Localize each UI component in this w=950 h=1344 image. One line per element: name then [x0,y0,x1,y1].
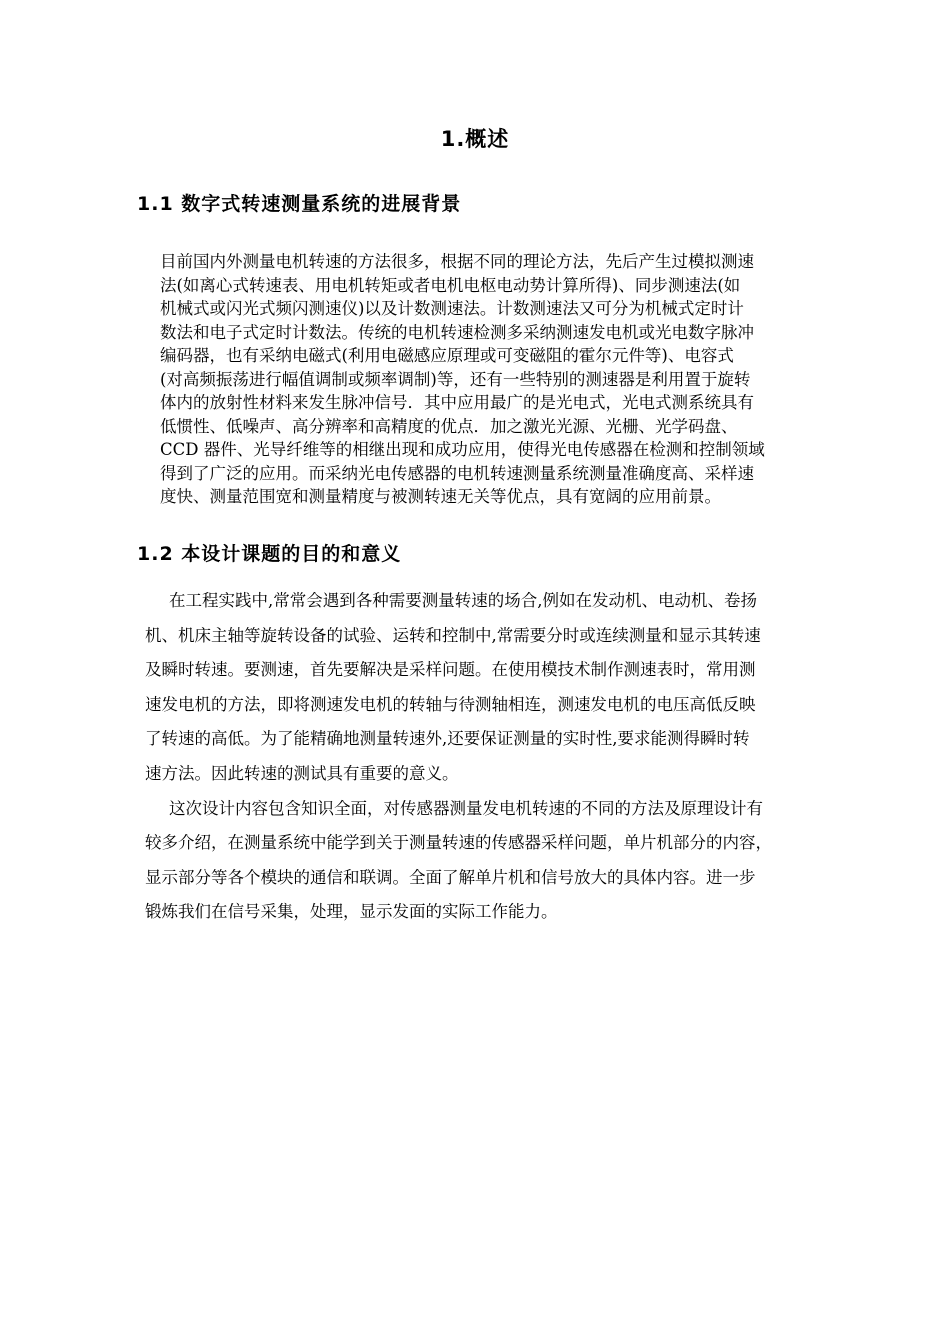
paragraph-line: 目前国内外测量电机转速的方法很多，根据不同的理论方法，先后产生过模拟测速 [160,252,754,271]
paragraph-line: 编码器，也有采纳电磁式(利用电磁感应原理或可变磁阻的霍尔元件等)、电容式 [160,346,734,365]
paragraph-line: 法(如离心式转速表、用电机转矩或者电机电枢电动势计算所得)、同步测速法(如 [160,275,741,295]
paragraph-line: 机械式或闪光式频闪测速仪)以及计数测速法。计数测速法又可分为机械式定时计 [160,299,744,318]
section-1-1-paragraph [160,250,880,509]
section-title-1-1: 1.1 数字式转速测量系统的进展背景 [137,193,462,215]
paragraph-line: CCD 器件、光导纤维等的相继出现和成功应用，使得光电传感器在检测和控制领域 [160,440,765,459]
paragraph-line: 在工程实践中,常常会遇到各种需要测量转速的场合,例如在发动机、电动机、卷扬 [169,591,757,610]
paragraph-line: 数法和电子式定时计数法。传统的电机转速检测多采纳测速发电机或光电数字脉冲 [160,322,754,342]
paragraph-line: 机、机床主轴等旋转设备的试验、运转和控制中,常需要分时或连续测量和显示其转速 [145,625,761,645]
paragraph-line: 度快、测量范围宽和测量精度与被测转速无关等优点，具有宽阔的应用前景。 [160,487,721,506]
paragraph-line: 得到了广泛的应用。而采纳光电传感器的电机转速测量系统测量准确度高、采样速 [160,463,754,483]
paragraph-line: 这次设计内容包含知识全面，对传感器测量发电机转速的不同的方法及原理设计有 [169,798,763,818]
paragraph-line: 了转速的高低。为了能精确地测量转速外,还要保证测量的实时性,要求能测得瞬时转 [145,729,750,749]
section-title-1-2: 1.2 本设计课题的目的和意义 [137,543,402,565]
paragraph-line: 体内的放射性材料来发生脉冲信号．其中应用最广的是光电式，光电式测系统具有 [160,393,754,412]
paragraph-line: 及瞬时转速。要测速，首先要解决是采样问题。在使用模技术制作测速表时，常用测 [145,660,756,680]
paragraph-line: (对高频振荡进行幅值调制或频率调制)等，还有一些特别的测速器是利用置于旋转 [160,369,751,389]
chapter-title: 1.概述 [440,127,510,151]
paragraph-line: 速方法。因此转速的测试具有重要的意义。 [145,763,459,783]
paragraph-line: 速发电机的方法，即将测速发电机的转轴与待测轴相连，测速发电机的电压高低反映 [145,694,756,714]
paragraph-line: 锻炼我们在信号采集，处理，显示发面的实际工作能力。 [145,902,558,922]
paragraph-line: 显示部分等各个模块的通信和联调。全面了解单片机和信号放大的具体内容。进一步 [145,867,756,887]
paragraph-line: 较多介绍，在测量系统中能学到关于测量转速的传感器采样问题，单片机部分的内容， [145,833,772,853]
section-1-2-paragraphs [145,584,865,930]
paragraph-line: 低惯性、低噪声、高分辨率和高精度的优点．加之激光光源、光栅、光学码盘、 [160,416,738,436]
